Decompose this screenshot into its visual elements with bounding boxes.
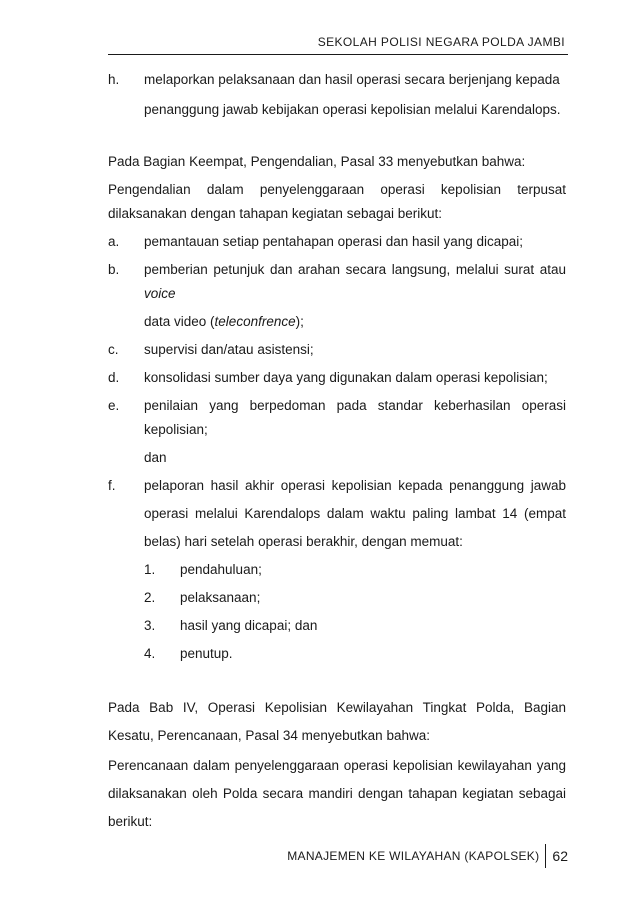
paragraph-pasal-33: Pada Bagian Keempat, Pengendalian, Pasal 33 menyebutkan bahwa: xyxy=(108,154,526,169)
paragraph-pasal-34: Pada Bab IV, Operasi Kepolisian Kewilayahan Tingkat Polda, Bagian Kesatu, Perencanaan, Pasal 34 menyebutkan bahwa: xyxy=(108,700,566,743)
continuation-italic: teleconfrence xyxy=(214,314,296,329)
list-marker: a. xyxy=(108,234,120,249)
continuation-pre: data video ( xyxy=(144,314,215,329)
continuation-post: ); xyxy=(295,314,304,329)
sublist-marker: 1. xyxy=(144,562,156,577)
list-item-f xyxy=(108,474,566,556)
list-item-b xyxy=(108,258,566,306)
list-item-e-continuation: dan xyxy=(144,450,167,465)
list-marker: e. xyxy=(108,398,120,413)
list-item-a xyxy=(108,230,566,254)
sublist-item xyxy=(108,642,566,666)
list-text-plain: pemberian petunjuk dan arahan secara langsung, melalui surat atau xyxy=(144,262,566,277)
sublist-marker: 2. xyxy=(144,590,156,605)
spacer xyxy=(108,122,566,150)
paragraph-pengendalian: Pengendalian dalam penyelenggaraan operasi kepolisian terpusat dilaksanakan dengan tahapan kegiatan sebagai berikut: xyxy=(108,182,566,221)
sublist-item xyxy=(108,586,566,610)
list-marker: c. xyxy=(108,342,119,357)
list-item-e xyxy=(108,394,566,442)
sublist-item xyxy=(108,614,566,638)
list-text xyxy=(144,258,566,306)
paragraph-perencanaan: Perencanaan dalam penyelenggaraan operasi kepolisian kewilayahan yang dilaksanakan oleh Polda secara mandiri dengan tahapan kegiatan sebagai berikut: xyxy=(108,758,566,829)
list-text: pelaporan hasil akhir operasi kepolisian kepada penanggung jawab operasi melalui Karendalops dalam waktu paling lambat 14 (empat belas) hari setelah operasi berakhir, dengan memuat: xyxy=(144,478,566,549)
page-number: 62 xyxy=(545,844,568,868)
document-body xyxy=(108,68,566,836)
list-text: pemantauan setiap pentahapan operasi dan hasil yang dicapai; xyxy=(144,234,524,249)
list-item-d xyxy=(108,366,566,390)
list-text: supervisi dan/atau asistensi; xyxy=(144,342,314,357)
running-header: SEKOLAH POLISI NEGARA POLDA JAMBI xyxy=(108,35,568,55)
list-text: penilaian yang berpedoman pada standar keberhasilan operasi kepolisian; xyxy=(144,398,566,437)
sublist-marker: 3. xyxy=(144,618,156,633)
sublist-text: penutup. xyxy=(180,646,233,661)
list-marker: d. xyxy=(108,370,120,385)
list-marker: h. xyxy=(108,72,120,87)
sublist-text: pendahuluan; xyxy=(180,562,262,577)
sublist-item xyxy=(108,558,566,582)
list-text-italic: voice xyxy=(144,286,176,301)
list-text: konsolidasi sumber daya yang digunakan dalam operasi kepolisian; xyxy=(144,370,548,385)
list-marker: f. xyxy=(108,478,116,493)
sublist-text: hasil yang dicapai; dan xyxy=(180,618,318,633)
sublist-marker: 4. xyxy=(144,646,156,661)
list-text: melaporkan pelaksanaan dan hasil operasi secara berjenjang kepada xyxy=(144,72,560,87)
spacer xyxy=(108,666,566,694)
sublist-text: pelaksanaan; xyxy=(180,590,261,605)
list-item-c xyxy=(108,338,566,362)
list-item-h xyxy=(108,68,566,92)
list-item-b-continuation xyxy=(108,310,566,334)
footer-title: MANAJEMEN KE WILAYAHAN (KAPOLSEK) xyxy=(287,849,540,863)
list-item-h-continuation: penanggung jawab kebijakan operasi kepolisian melalui Karendalops. xyxy=(144,102,561,117)
list-marker: b. xyxy=(108,262,120,277)
running-footer xyxy=(287,844,568,868)
